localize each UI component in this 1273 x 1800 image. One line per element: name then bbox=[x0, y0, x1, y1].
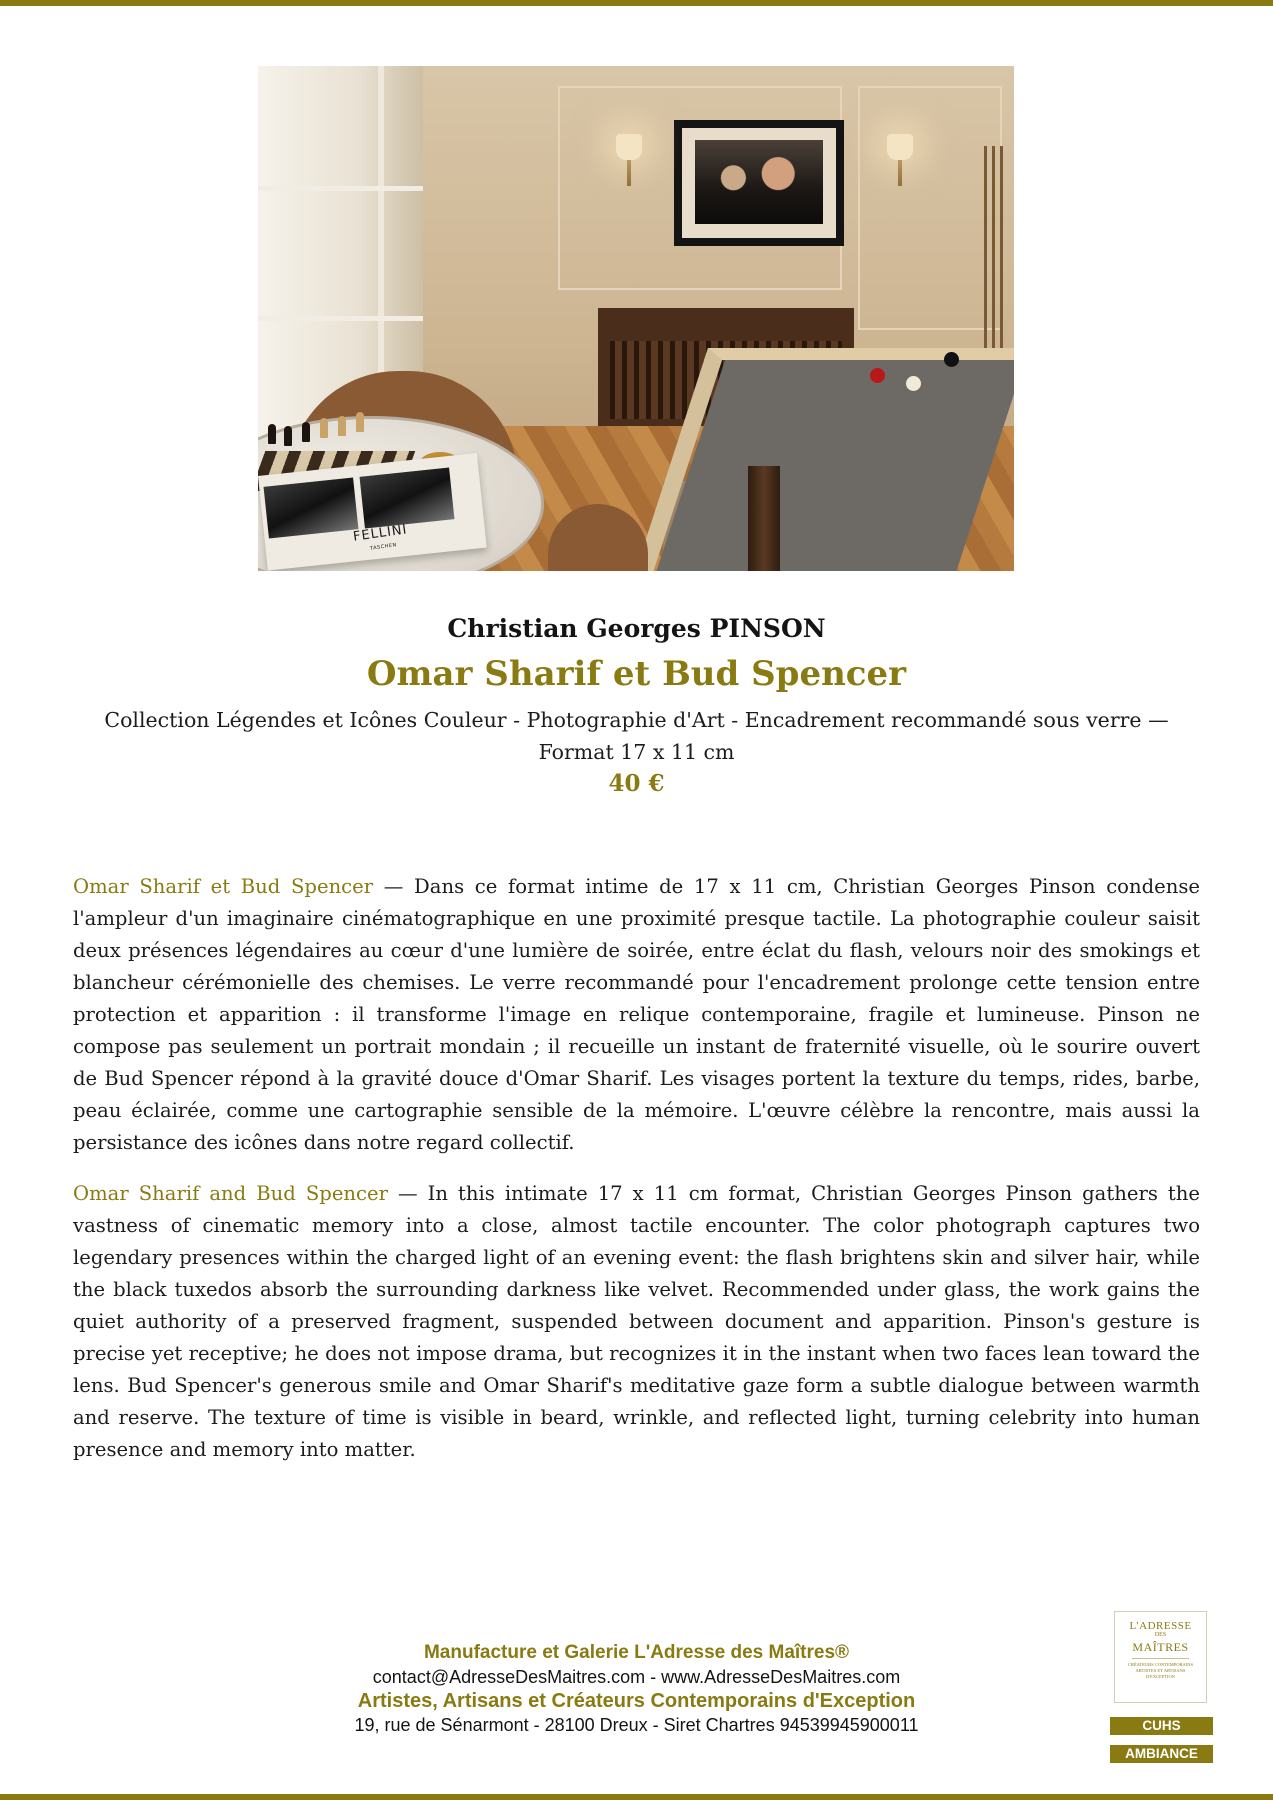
description-french-lead: Omar Sharif et Bud Spencer bbox=[73, 875, 374, 898]
wall-sconce-left bbox=[616, 134, 642, 160]
description-english-lead: Omar Sharif and Bud Spencer bbox=[73, 1182, 388, 1205]
brand-logo: L'ADRESSE DES MAÎTRES CRÉATEURS CONTEMPORAINS ARTISTES ET ARTISANS D'EXCEPTION bbox=[1114, 1611, 1207, 1703]
price: 40 € bbox=[608, 770, 665, 797]
artwork-title: Omar Sharif et Bud Spencer bbox=[366, 654, 907, 694]
description-french bbox=[73, 871, 1200, 1159]
footer-company: Manufacture et Galerie L'Adresse des Maîtres® bbox=[423, 1642, 850, 1663]
badge-cuhs: CUHS bbox=[1110, 1717, 1213, 1735]
wall-sconce-right bbox=[887, 134, 913, 160]
description-english-text: — In this intimate 17 x 11 cm format, Christian Georges Pinson gathers the vastness of cinematic memory into a close, almost tactile encounter. The color photograph captures two legendary presences within the charged light of an evening event: the flash brightens skin and silver hair, while the black tuxedos absorb the surrounding darkness like velvet. Recommended under glass, the work gains the quiet authority of a preserved fragment, suspended between document and apparition. Pinson's gesture is precise yet receptive; he does not impose drama, but recognizes it in the instant when two faces lean toward the lens. Bud Spencer's generous smile and Omar Sharif's meditative gaze form a subtle dialogue between warmth and reserve. The texture of time is visible in beard, wrinkle, and reflected light, turning celebrity into human presence and memory into matter. bbox=[73, 1182, 1200, 1461]
description-english bbox=[73, 1178, 1200, 1466]
footer bbox=[0, 1641, 1273, 1737]
book-title: FELLINI bbox=[352, 522, 409, 545]
book-publisher: TASCHEN bbox=[369, 542, 398, 552]
footer-contact[interactable]: contact@AdresseDesMaitres.com - www.AdresseDesMaitres.com bbox=[372, 1667, 901, 1687]
bottom-accent-bar bbox=[0, 1794, 1273, 1800]
top-accent-bar bbox=[0, 0, 1273, 6]
artwork-subtitle: Collection Légendes et Icônes Couleur - Photographie d'Art - Encadrement recommandé sous verre — Format 17 x 11 cm bbox=[104, 708, 1169, 764]
footer-tagline: Artistes, Artisans et Créateurs Contemporains d'Exception bbox=[357, 1690, 916, 1712]
artist-name: Christian Georges PINSON bbox=[447, 614, 826, 643]
badge-ambiance: AMBIANCE bbox=[1110, 1745, 1213, 1763]
artwork-room-photo bbox=[258, 66, 1014, 571]
description-french-text: — Dans ce format intime de 17 x 11 cm, Christian Georges Pinson condense l'ampleur d'un imaginaire cinématographique en une proximité presque tactile. La photographie couleur saisit deux présences légendaires au cœur d'une lumière de soirée, entre éclat du flash, velours noir des smokings et blancheur cérémonielle des chemises. Le verre recommandé pour l'encadrement prolonge cette tension entre protection et apparition : il transforme l'image en relique contemporaine, fragile et lumineuse. Pinson ne compose pas seulement un portrait mondain ; il recueille un instant de fraternité visuelle, où le sourire ouvert de Bud Spencer répond à la gravité douce d'Omar Sharif. Les visages portent la texture du temps, rides, barbe, peau éclairée, comme une cartographie sensible de la mémoire. L'œuvre célèbre la rencontre, mais aussi la persistance des icônes dans notre regard collectif. bbox=[73, 875, 1200, 1154]
footer-address: 19, rue de Sénarmont - 28100 Dreux - Siret Chartres 94539945900011 bbox=[354, 1715, 919, 1735]
